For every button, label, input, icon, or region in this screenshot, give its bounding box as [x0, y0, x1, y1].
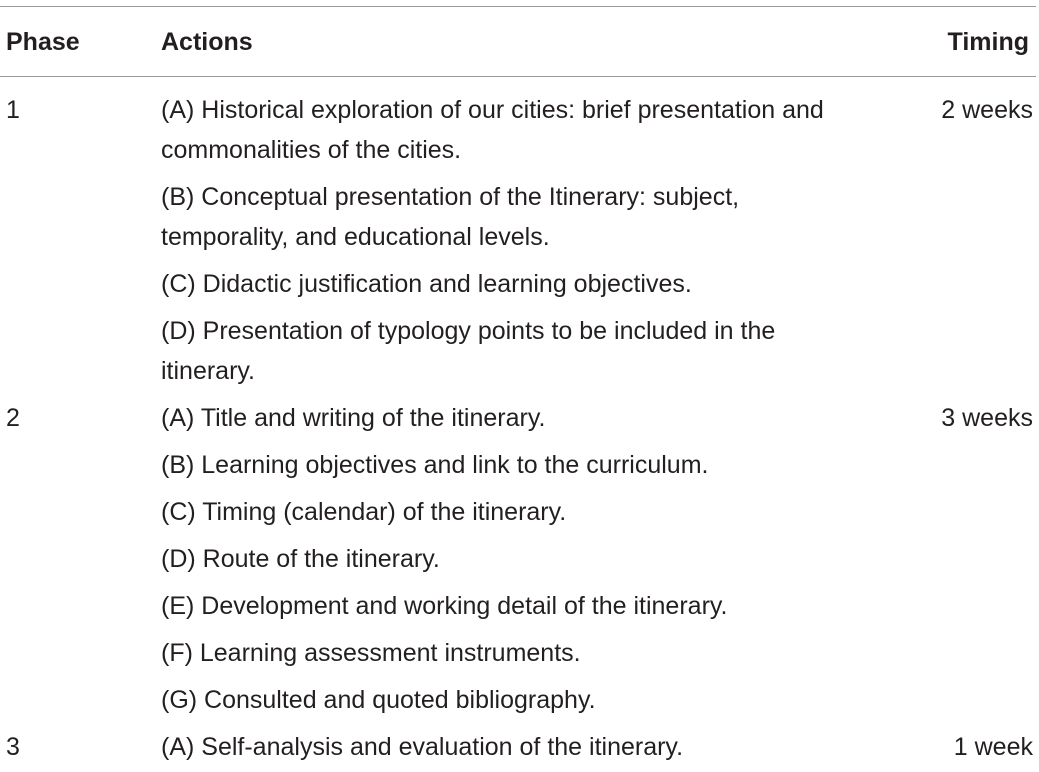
phase-actions — [161, 727, 861, 767]
phase-timing: 2 weeks — [941, 96, 1033, 124]
table-header — [0, 24, 1039, 60]
action-item: (B) Learning objectives and link to the curriculum. — [161, 451, 709, 479]
header-phase: Phase — [6, 28, 80, 56]
phase-actions — [161, 398, 861, 720]
table-row — [0, 90, 1039, 391]
action-item: (A) Historical exploration of our cities: brief presentation and commonalities of the cities. — [161, 96, 824, 164]
action-item: (F) Learning assessment instruments. — [161, 639, 581, 667]
phase-number: 2 — [6, 404, 20, 432]
phase-timing: 3 weeks — [941, 404, 1033, 432]
phase-actions — [161, 90, 861, 391]
table-top-rule — [0, 6, 1036, 7]
table-body — [0, 90, 1039, 767]
action-item: (C) Didactic justification and learning objectives. — [161, 270, 692, 298]
phase-number: 3 — [6, 733, 20, 761]
table-row — [0, 398, 1039, 720]
action-item: (A) Self-analysis and evaluation of the itinerary. — [161, 733, 684, 761]
phase-number: 1 — [6, 96, 20, 124]
table-row — [0, 727, 1039, 767]
action-item: (D) Presentation of typology points to be included in the itinerary. — [161, 317, 776, 385]
action-item: (A) Title and writing of the itinerary. — [161, 404, 546, 432]
action-item: (D) Route of the itinerary. — [161, 545, 440, 573]
action-item: (C) Timing (calendar) of the itinerary. — [161, 498, 567, 526]
action-item: (G) Consulted and quoted bibliography. — [161, 686, 596, 714]
action-item: (E) Development and working detail of the itinerary. — [161, 592, 728, 620]
phase-timing: 1 week — [953, 733, 1033, 761]
action-item: (B) Conceptual presentation of the Itinerary: subject, temporality, and educational levels. — [161, 183, 740, 251]
header-actions: Actions — [161, 28, 253, 56]
table-header-rule — [0, 76, 1036, 77]
header-timing: Timing — [947, 28, 1029, 56]
